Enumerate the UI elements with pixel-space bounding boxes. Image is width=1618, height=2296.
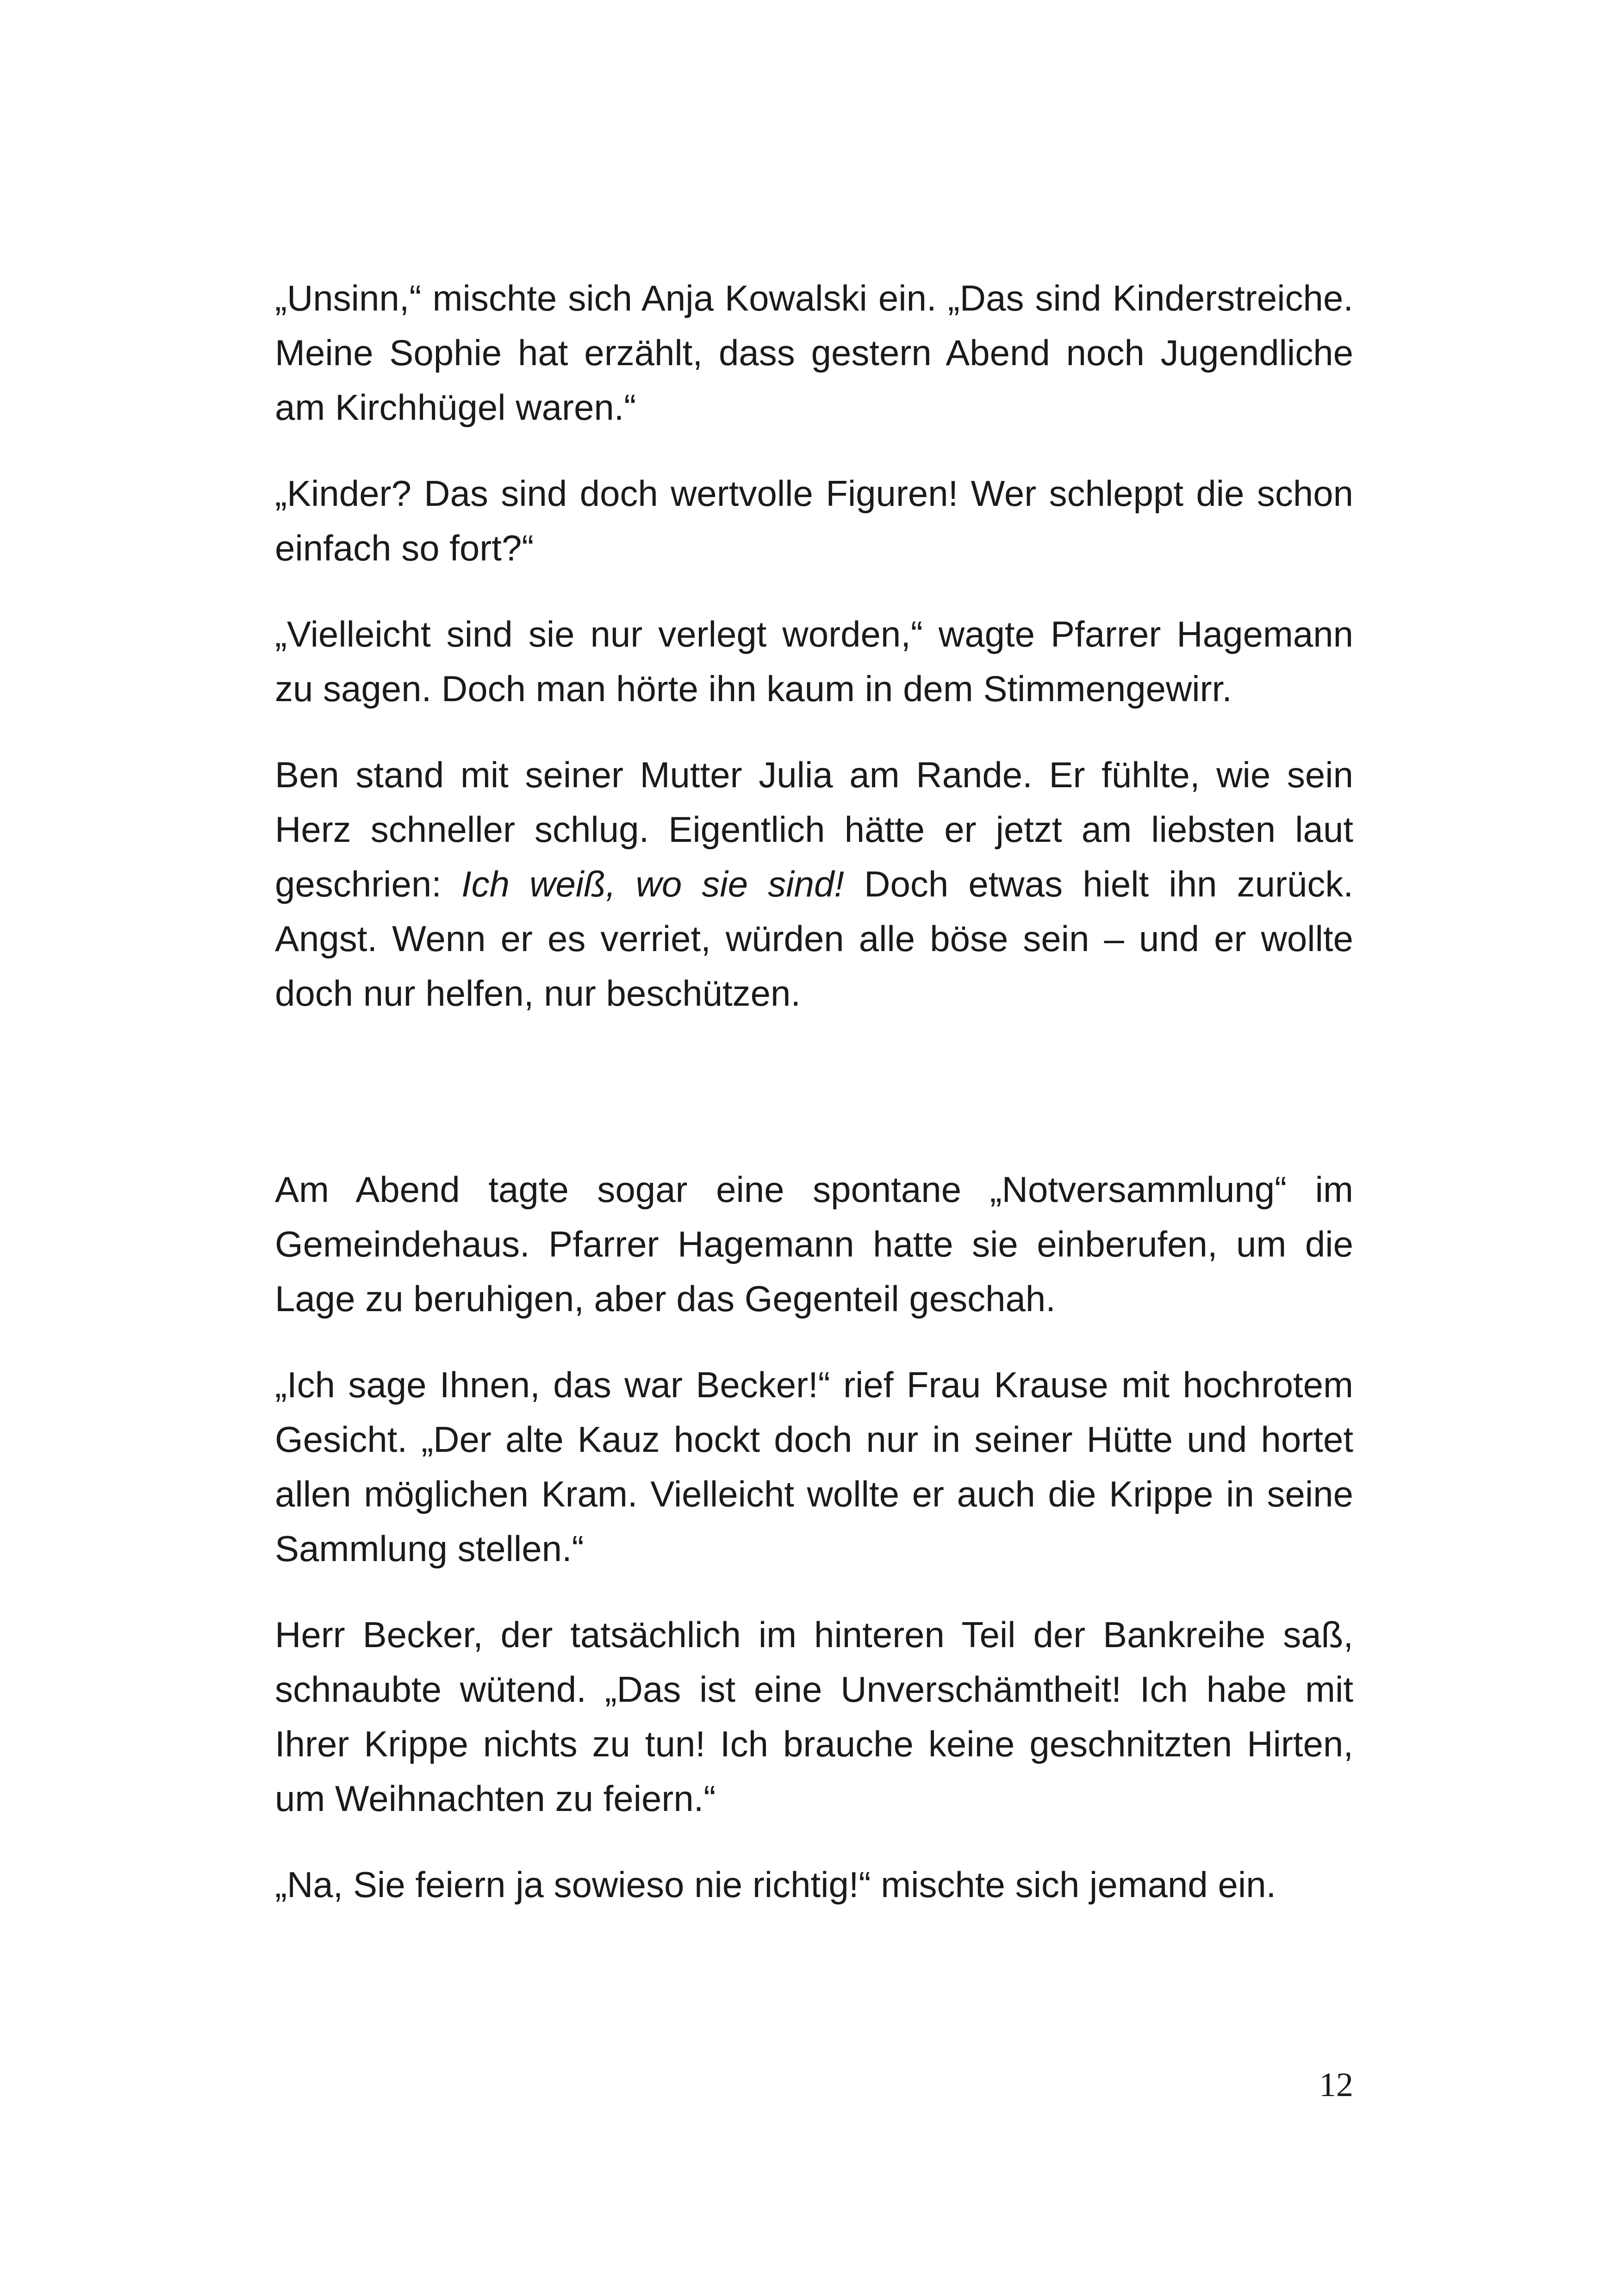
paragraph-8: „Na, Sie feiern ja sowieso nie richtig!“ mischte sich jemand ein. [275,1864,1276,1905]
paragraph-4-italic-thought: Ich weiß, wo sie sind! [461,864,845,904]
section-break [275,1020,1353,1162]
paragraph-5: Am Abend tagte sogar eine spontane „Notversammlung“ im Gemeindehaus. Pfarrer Hagemann hatte sie einberufen, um die Lage zu beruhigen, aber das Gegenteil geschah. [275,1169,1353,1319]
paragraph-2: „Kinder? Das sind doch wertvolle Figuren! Wer schleppt die schon einfach so fort?“ [275,473,1353,568]
paragraph-3: „Vielleicht sind sie nur verlegt worden,“ wagte Pfarrer Hagemann zu sagen. Doch man hörte ihn kaum in dem Stimmengewirr. [275,614,1353,709]
body-text [275,271,1353,1912]
paragraph-4 [275,747,1353,1020]
paragraph-7: Herr Becker, der tatsächlich im hinteren Teil der Bankreihe saß, schnaubte wütend. „Das ist eine Unverschämtheit! Ich habe mit Ihrer Krippe nichts zu tun! Ich brauche keine geschnitzten Hirten, um Weihnachten zu feiern.“ [275,1614,1353,1819]
paragraph-4-text-a: Ben stand mit seiner Mutter Julia am Rande. Er fühlte, wie sein Herz schneller schlug. Eigentlich hätte er jetzt am liebsten laut geschrien: [275,754,1353,904]
paragraph-1: „Unsinn,“ mischte sich Anja Kowalski ein. „Das sind Kinderstreiche. Meine Sophie hat erzählt, dass gestern Abend noch Jugendliche am Kirchhügel waren.“ [275,278,1353,428]
paragraph-6: „Ich sage Ihnen, das war Becker!“ rief Frau Krause mit hochrotem Gesicht. „Der alte Kauz hockt doch nur in seiner Hütte und hortet allen möglichen Kram. Vielleicht wollte er auch die Krippe in seine Sammlung stellen.“ [275,1364,1353,1569]
page-number: 12 [1319,2066,1353,2104]
paragraph-4-text-b: Doch etwas hielt ihn zurück. Angst. Wenn er es verriet, würden alle böse sein – und er wollte doch nur helfen, nur beschützen. [275,864,1353,1014]
